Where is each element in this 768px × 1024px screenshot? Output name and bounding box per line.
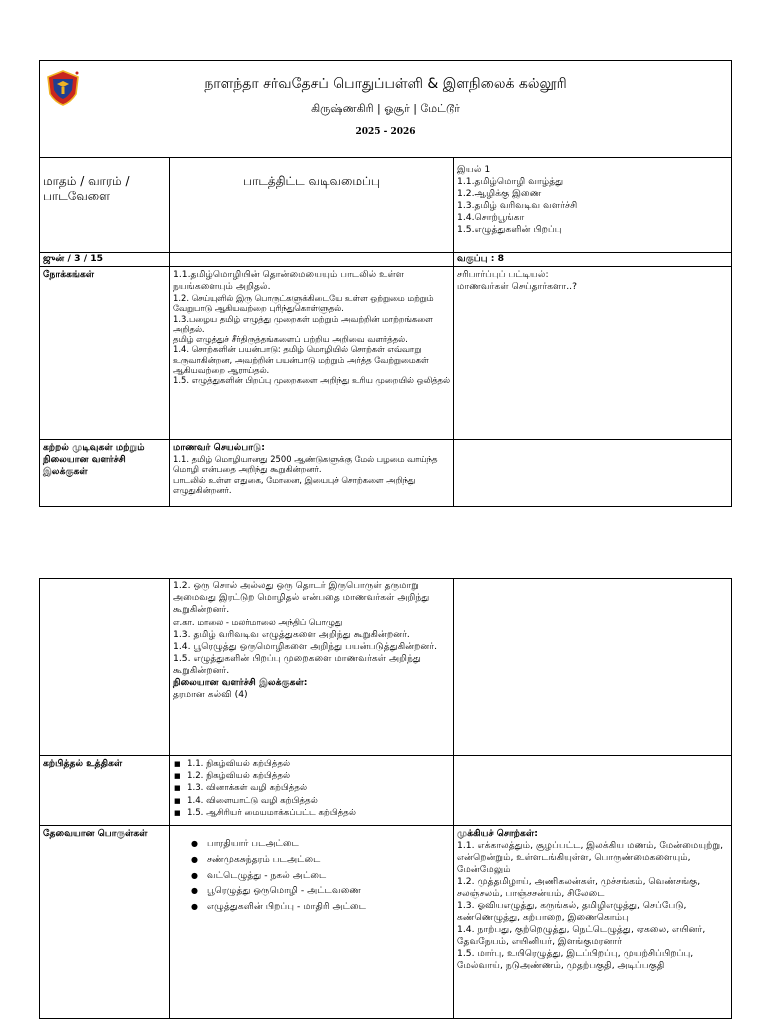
school-header	[40, 61, 732, 158]
empty-cell	[40, 579, 170, 756]
keyword-group: 1.5. மார்பு, உயிரெழுத்து, இடப்பிறப்பு, முயற்சிப்பிறப்பு, மேல்வாய், நடுஅண்ணம், முதற்பகுதி, அடிப்பகுதி	[457, 948, 694, 971]
checklist-title: சரிபார்ப்புப் பட்டியல்:	[457, 269, 549, 280]
outcome-item: 1.1. தமிழ் மொழியானது 2500 ஆண்டுகளுக்கு மேல் பழமை வாய்ந்த மொழி என்பதை அறிந்து கூறுகின்றனர்.	[173, 454, 438, 475]
objective-item: 1.1.தமிழ்மொழியின் தொன்மையையும் பாடலில் உள்ள நயங்களையும் அறிதல்.	[173, 269, 405, 292]
strategy-item: ■ 1.3. வினாக்கள் வழி கற்பித்தல்	[173, 782, 450, 794]
learning-outcomes-cell	[170, 440, 454, 507]
objective-item: தமிழ் எழுத்துச் சீர்திருத்தங்களைப் பற்றிய அறிவை வளர்த்தல்.	[173, 334, 408, 345]
objective-item: 1.4. சொற்களின் பயன்பாடு: தமிழ் மொழியில் சொற்கள் எவ்வாறு உருவாகின்றன, அவற்றின் பயன்பாடு மற்றும் அர்த்த வேற்றுமைகள் ஆகியவற்றை ஆராய்தல்.	[173, 344, 429, 376]
strategy-item: ■ 1.1. நிகழ்வியல் கற்பித்தல்	[173, 758, 450, 770]
school-locations: கிருஷ்ணகிரி | ஓசூர் | மேட்டூர்	[311, 102, 460, 115]
empty-cell	[454, 440, 732, 507]
learning-outcomes-label: கற்றல் முடிவுகள் மற்றும் நிலையான வளர்ச்சி இலக்குகள்	[40, 440, 170, 507]
objective-item: 1.2. செய்யுளில் இரு பொருட்களுக்கிடையே உள்ள ஒற்றுமை மற்றும் வேறுபாடு ஆகியவற்றை புரிந்துகொள்ளுதல்.	[173, 293, 434, 314]
month-week-period-label: மாதம் / வாரம் / பாடவேளை	[40, 158, 170, 253]
empty-cell	[454, 756, 732, 826]
chapter-item: 1.1.தமிழ்மொழி வாழ்த்து	[457, 176, 564, 187]
chapter-title: இயல் 1	[457, 164, 491, 175]
chapter-item: 1.4.சொற்பூங்கா	[457, 212, 525, 223]
outcome-item: 1.2. ஒரு சொல் அல்லது ஒரு தொடர் இருபொருள் தருமாறு அமைவது இரட்டுற மொழிதல் என்பதை மாணவர்கள் அறிந்து கூறுகின்றனர்.	[173, 580, 430, 615]
date-cell: ஜுன் / 3 / 15	[40, 253, 170, 267]
outcome-item: பாடலில் உள்ள எதுகை, மோனை, இயைபுச் சொற்களை அறிந்து எழுதுகின்றனர்.	[173, 474, 416, 495]
sdg-heading: நிலையான வளர்ச்சி இலக்குகள்:	[173, 677, 308, 688]
keywords-cell	[454, 826, 732, 1019]
lesson-plan-table-2	[39, 578, 732, 1019]
keyword-group: 1.3. ஓவியஎழுத்து, கருங்கல், தமிழிஎழுத்து, செப்பேடு, கண்ணெழுத்து, கற்பாறை, இணைகொம்பு	[457, 900, 687, 923]
keywords-heading: முக்கியச் சொற்கள்:	[457, 828, 538, 839]
syllabus-format-title: பாடத்திட்ட வடிவமைப்பு	[170, 158, 454, 253]
strategy-item: ■ 1.4. விளையாட்டு வழி கற்பித்தல்	[173, 795, 450, 807]
chapter-item: 1.5.எழுத்துகளின் பிறப்பு	[457, 224, 562, 235]
school-name: நாளந்தா சர்வதேசப் பொதுப்பள்ளி & இளநிலைக் கல்லூரி	[204, 76, 567, 92]
grade-cell: வகுப்பு : 8	[454, 253, 732, 267]
chapter-item: 1.2.ஆழிக்கு இணை	[457, 188, 542, 199]
material-item: ● பூரெழுத்து ஒருமொழி - அட்டவணை	[191, 883, 450, 899]
checklist-question: மாணவர்கள் செய்தார்களா..?	[457, 281, 577, 292]
chapter-list	[454, 158, 732, 253]
keyword-group: 1.4. நாற்பது, குற்றெழுத்து, நெட்டெழுத்து, ஏகலை, எயினர், தேவநேயம், எயினியர், இளங்குமரனார்	[457, 924, 706, 947]
student-activity-heading: மாணவர் செயல்பாடு:	[173, 442, 265, 453]
material-item: ● சண்முகசுந்தரம் படஅட்டை	[191, 852, 450, 868]
checklist-cell	[454, 267, 732, 440]
lesson-plan-table-1	[39, 60, 732, 507]
outcome-item: 1.5. எழுத்துகளின் பிறப்பு முறைகளை மாணவர்கள் அறிந்து கூறுகின்றனர்.	[173, 653, 421, 676]
objective-item: 1.3.பழைய தமிழ் எழுத்து முறைகள் மற்றும் அவற்றின் மாற்றங்களை அறிதல்.	[173, 313, 433, 334]
objective-item: 1.5. எழுத்துகளின் பிறப்பு முறைகளை அறிந்து உரிய முறையில் ஒலித்தல்	[173, 375, 450, 386]
objectives-label: நோக்கங்கள்	[40, 267, 170, 440]
teaching-strategies-label: கற்பித்தல் உத்திகள்	[40, 756, 170, 826]
chapter-item: 1.3.தமிழ் வரிவடிவ வளர்ச்சி	[457, 200, 578, 211]
empty-cell	[454, 579, 732, 756]
strategy-item: ■ 1.2. நிகழ்வியல் கற்பித்தல்	[173, 770, 450, 782]
academic-year: 2025 - 2026	[355, 127, 416, 137]
teaching-strategies-cell	[170, 756, 454, 826]
keyword-group: 1.2. முத்தமிழாய், அணிகலன்கள், முச்சங்கம், வெண்சங்கு, சலஞ்சலம், பாஞ்சசன்யம், சிலேடை	[457, 876, 701, 899]
outcome-item: 1.4. பூரெழுத்து ஒருமொழிகளை அறிந்து பயன்படுத்துகின்றனர்.	[173, 641, 438, 652]
material-item: ● பாரதியார் படஅட்டை	[191, 836, 450, 852]
empty-cell	[170, 253, 454, 267]
material-item: ● வட்டெழுத்து - நகல் அட்டை	[191, 868, 450, 884]
objectives-cell	[170, 267, 454, 440]
keyword-group: 1.1. எக்காலத்தும், சூழப்பட்ட, இலக்கிய மணம், மேன்மையுற்று, என்றென்றும், உள்ளடங்கியுள்ள, பொருண்மைகளையும், மேன்மேலும்	[457, 840, 724, 875]
outcomes-continued-cell	[170, 579, 454, 756]
materials-cell	[170, 826, 454, 1019]
outcome-item: 1.3. தமிழ் வரிவடிவ எழுத்துகளை அறிந்து கூறுகின்றனர்.	[173, 629, 410, 640]
sdg-value: தரமான கல்வி (4)	[173, 689, 248, 700]
strategy-item: ■ 1.5. ஆசிரியர் மையமாக்கப்பட்ட கற்பித்தல்	[173, 807, 450, 819]
required-materials-label: தேவையான பொருள்கள்	[40, 826, 170, 1019]
outcome-example: எ.கா. மாலை - மலர்மாலை அந்திப் பொழுது	[173, 617, 343, 627]
material-item: ● எழுத்துகளின் பிறப்பு - மாதிரி அட்டை	[191, 899, 450, 915]
